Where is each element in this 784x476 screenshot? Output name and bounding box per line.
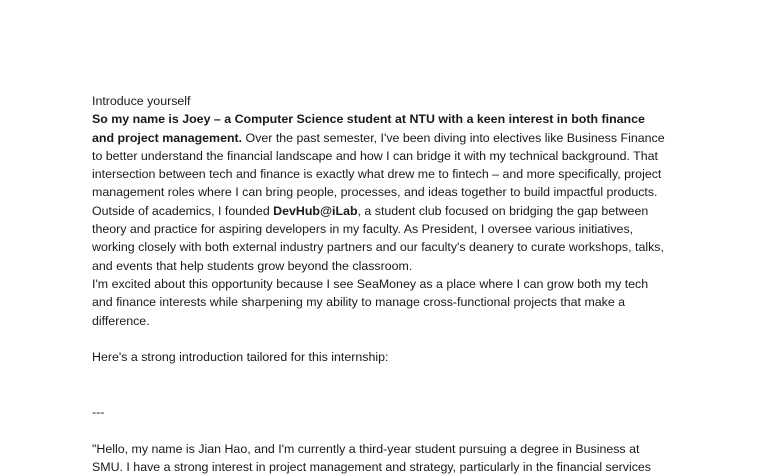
document-body <box>92 92 692 476</box>
blank-line <box>92 330 692 348</box>
quote-line: SMU. I have a strong interest in project management and strategy, particularly in the financial services <box>92 459 651 474</box>
bold-text: and project management. <box>92 130 243 145</box>
paragraph-line: to better understand the financial landscape and how I can bridge it with my technical background. That <box>92 148 658 163</box>
body-text: Outside of academics, I founded <box>92 203 274 218</box>
paragraph-line <box>92 202 692 220</box>
blank-line <box>92 421 692 439</box>
paragraph-line: management roles where I can bring people, processes, and ideas together to build impactful products. <box>92 185 658 200</box>
paragraph-line: and events that help students grow beyond the classroom. <box>92 258 413 273</box>
blank-line <box>92 366 692 384</box>
paragraph-line: working closely with both external industry partners and our faculty's deanery to curate workshops, talks, <box>92 240 664 255</box>
paragraph-line: I'm excited about this opportunity because I see SeaMoney as a place where I can grow both my tech <box>92 276 649 291</box>
paragraph-line: difference. <box>92 313 150 328</box>
paragraph-line <box>92 110 692 128</box>
paragraph-line <box>92 129 692 147</box>
section-heading: Introduce yourself <box>92 94 191 108</box>
paragraph-line: and finance interests while sharpening my ability to manage cross-functional projects that make a <box>92 295 626 310</box>
bold-text: So my name is Joey – a Computer Science student at NTU with a keen interest in both finance <box>92 112 645 127</box>
separator: --- <box>92 405 105 420</box>
quote-line: "Hello, my name is Jian Hao, and I'm currently a third-year student pursuing a degree in Business at <box>92 441 640 456</box>
club-name: DevHub@iLab <box>273 203 358 218</box>
body-text: , a student club focused on bridging the gap between <box>357 203 649 218</box>
paragraph-line: intersection between tech and finance is exactly what drew me to fintech – and more specifically, project <box>92 167 662 182</box>
paragraph-line: theory and practice for aspiring developers in my faculty. As President, I oversee various initiatives, <box>92 222 634 237</box>
blank-line <box>92 385 692 403</box>
intro-line: Here's a strong introduction tailored for this internship: <box>92 350 389 365</box>
body-text: Over the past semester, I've been diving into electives like Business Finance <box>242 130 665 145</box>
